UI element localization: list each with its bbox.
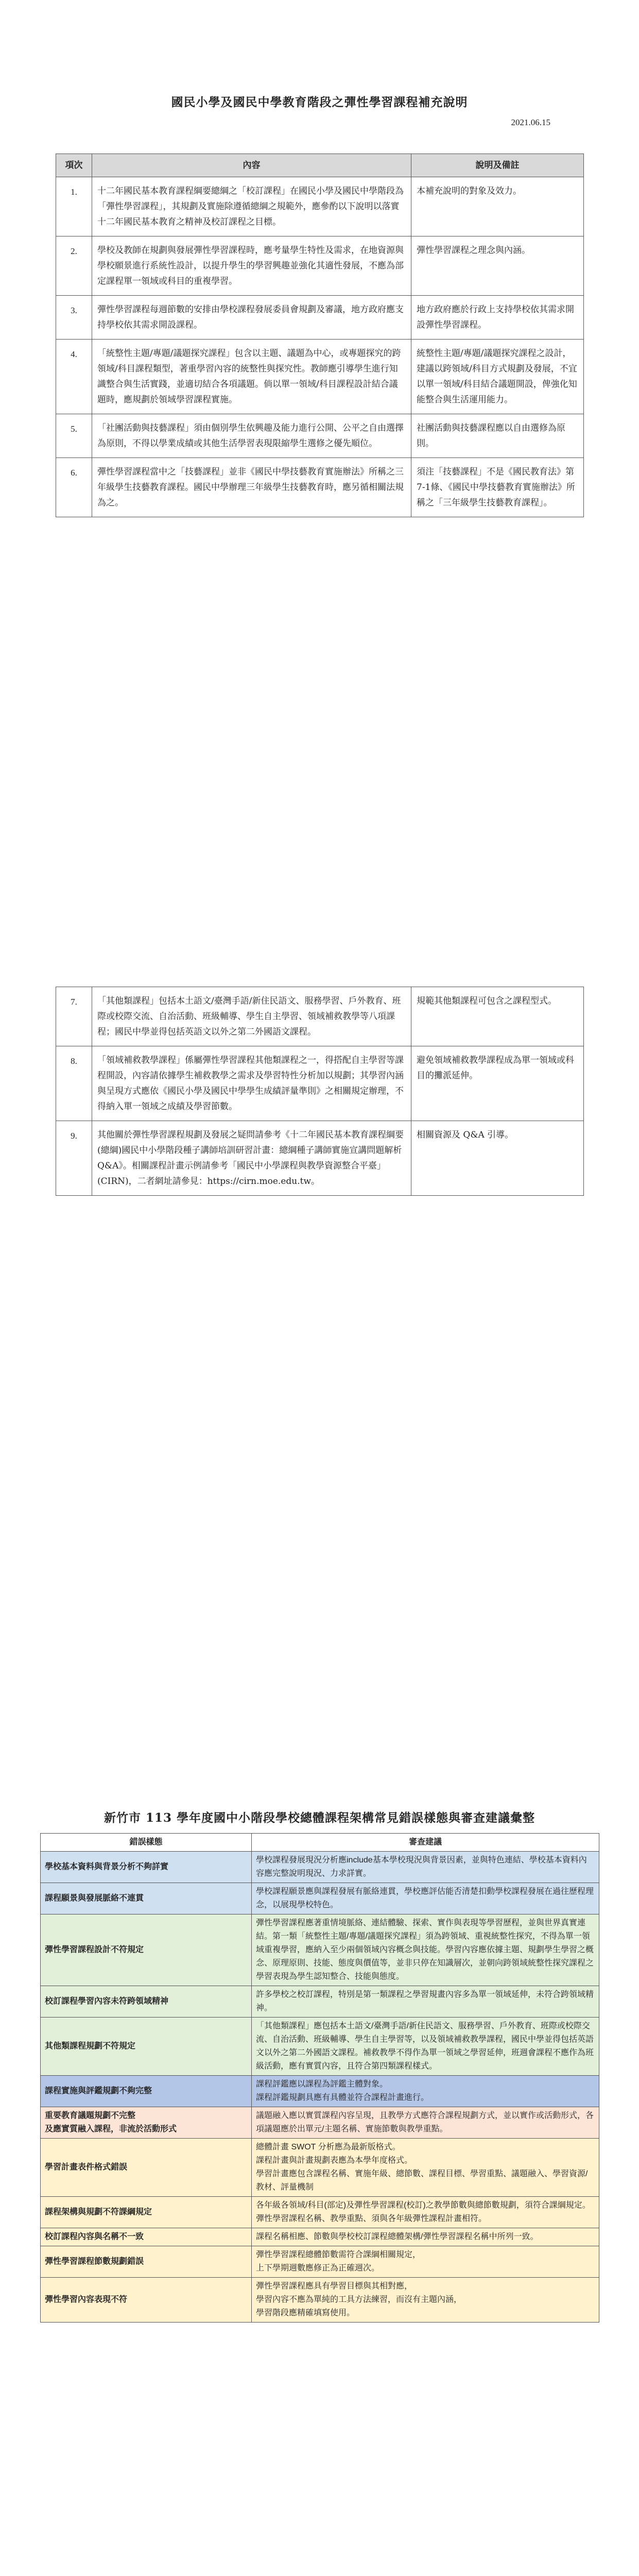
row-content: 「統整性主題/專題/議題探究課程」包含以主題、議題為中心，或專題探究的跨領域/科目課程類型，著重學習內容的統整性與探究性。教師應引導學生進行知識整合與生活實踐，並適切結合各項議題。倘以單一領域/科目課程設計結合議題時，應規劃於領域學習課程實施。 [92,340,411,414]
error-type: 校訂課程學習內容未符跨領域精神 [41,1986,252,2018]
error-type: 課程願景與發展脈絡不連貫 [41,1883,252,1914]
row-content: 「社團活動與技藝課程」須由個別學生依興趣及能力進行公開、公平之自由選擇為原則，不得以學業成績或其他生活學習表現限縮學生選修之優先順位。 [92,414,411,458]
review-advice: 議題融入應以實質課程內容呈現，且教學方式應符合課程規劃方式，並以實作或活動形式，各項議題應於出單元/主題名稱、實施節數與教學重點。 [252,2107,599,2139]
header-error-type: 錯誤樣態 [41,1834,252,1852]
header-remark: 說明及備註 [411,154,584,177]
page-2 [0,904,639,1808]
row-remark: 地方政府應於行政上支持學校依其需求開設彈性學習課程。 [411,296,584,340]
error-type: 課程實施與評鑑規劃不夠完整 [41,2076,252,2107]
page-1 [0,0,639,904]
review-advice: 許多學校之校訂課程，特別是第一類課程之學習規畫內容多為單一領域延伸，未符合跨領域精神。 [252,1986,599,2018]
table-row [56,458,584,517]
review-advice: 彈性學習課程總體節數需符合課綱相關規定， 上下學期週數應修正為正確週次。 [252,2246,599,2278]
review-advice: 學校課程願景應與課程發展有脈絡連貫，學校應評估能否清楚扣動學校課程發展在過往歷程理念，以展現學校特色。 [252,1883,599,1914]
header-content: 內容 [92,154,411,177]
row-content: 學校及教師在規劃與發展彈性學習課程時，應考量學生特性及需求，在地資源與學校願景進行系統性設計，以提升學生的學習興趣並強化其適性發展，不應為部定課程單一領域或科目的重複學習。 [92,236,411,296]
table-row [56,340,584,414]
review-row [41,1852,599,1883]
document-title: 國民小學及國民中學教育階段之彈性學習課程補充說明 [171,95,468,109]
error-type: 學習計畫表件格式錯誤 [41,2139,252,2197]
page-3 [0,1808,639,2576]
row-content: 彈性學習課程當中之「技藝課程」並非《國民中學技藝教育實施辦法》所稱之三年級學生技藝教育課程。國民中學辦理三年級學生技藝教育時，應另循相關法規為之。 [92,458,411,517]
error-type: 彈性學習內容表現不符 [41,2278,252,2323]
row-remark: 避免領域補救教學課程成為單一領域或科目的攤派延伸。 [411,1046,584,1121]
review-advice: 課程評鑑應以課程為評鑑主體對象。 課程評鑑規劃具應有具體並符合課程計畫進行。 [252,2076,599,2107]
row-remark: 彈性學習課程之理念與內涵。 [411,236,584,296]
row-number: 1. [56,177,92,236]
row-content: 其他關於彈性學習課程規劃及發展之疑問請參考《十二年國民基本教育課程綱要(總綱)國民中小學階段種子講師培訓研習計畫：總綱種子講師實施宣講問題解析 Q&A》。相關課程計畫示例請參考「國民中小學課程與教學資源整合平臺」(CIRN)，二者網址請參見：https://cirn.moe.edu.tw。 [92,1121,411,1196]
review-row [41,1914,599,1986]
review-advice: 課程名稱相應、節數與學校校訂課程總體架構/彈性學習課程名稱中所列一致。 [252,2228,599,2246]
table-row [56,177,584,236]
error-type: 重要教育議題規劃不完整 及應實質融入課程，非流於活動形式 [41,2107,252,2139]
review-header-row [41,1834,599,1852]
review-advice: 「其他類課程」應包括本土語文/臺灣手語/新住民語文、服務學習、戶外教育、班際或校際交流、自治活動、班級輔導、學生自主學習等，以及領域補救教學課程，國民中學並得包括英語文以外之第二外國語文課程。補救教學不得作為單一領域之學習延伸，班週會課程不應作為班級活動，應有實質內容，且符合第四類課程樣式。 [252,2018,599,2076]
review-row [41,1986,599,2018]
document-date: 2021.06.15 [511,117,550,127]
row-remark: 規範其他類課程可包含之課程型式。 [411,987,584,1046]
row-content: 「領域補救教學課程」係屬彈性學習課程其他類課程之一，得搭配自主學習等課程開設，內容請依據學生補救教學之需求及學習特性分析加以規劃；其學習內涵與呈現方式應依《國民小學及國民中學學生成績評量準則》之相關規定辦理，不得納入單一領域之成績及學習節數。 [92,1046,411,1121]
row-number: 6. [56,458,92,517]
row-content: 「其他類課程」包括本土語文/臺灣手語/新住民語文、服務學習、戶外教育、班際或校際交流、自治活動、班級輔導、學生自主學習、領域補救教學等八項課程；國民中學並得包括英語文以外之第二外國語文課程。 [92,987,411,1046]
row-remark: 相關資源及 Q&A 引導。 [411,1121,584,1196]
error-type: 課程架構與規劃不符課綱規定 [41,2197,252,2228]
review-advice: 彈性學習課程應著重情境脈絡、連結體驗、探索、實作與表現等學習歷程，並與世界真實連結。第一類「統整性主題/專題/議題探究課程」須為跨領域、重視統整性探究，不得為單一領域重複學習，應納入至少兩個領域內容概念與技能。學習內容應依據主題、規劃學生學習之概念、原理原則、技能、態度與價值等，並非只停在知識層次，並朝向跨領域統整性探究課程之學習表現為學生認知整合、技能與態度。 [252,1914,599,1986]
review-advice: 彈性學習課程應具有學習目標與其相對應， 學習內容不應為單純的工具方法練習，而沒有主題內涵， 學習階段應精確填寫使用。 [252,2278,599,2323]
row-remark: 須注「技藝課程」不是《國民教育法》第7-1條、《國民中學技藝教育實施辦法》所稱之「三年級學生技藝教育課程」。 [411,458,584,517]
review-row [41,2139,599,2197]
review-row [41,1883,599,1914]
notes-table-part-1 [56,154,584,517]
table-row [56,414,584,458]
row-content: 彈性學習課程每週節數的安排由學校課程發展委員會規劃及審議，地方政府應支持學校依其需求開設課程。 [92,296,411,340]
row-number: 4. [56,340,92,414]
error-type: 校訂課程內容與名稱不一致 [41,2228,252,2246]
review-row [41,2278,599,2323]
error-type: 其他類課程規劃不符規定 [41,2018,252,2076]
review-row [41,2107,599,2139]
row-number: 7. [56,987,92,1046]
review-advice: 學校課程發展現況分析應include基本學校現況與背景因素，並與特色連結、學校基本資料內容應完整說明現況、力求詳實。 [252,1852,599,1883]
review-advice: 總體計畫 SWOT 分析應為最新版格式。 課程計畫與計畫規劃表應為本學年度格式。 學習計畫應包含課程名稱、實施年級、總節數、課程目標、學習重點、議題融入、學習資源/教材、評量機制 [252,2139,599,2197]
table-row [56,296,584,340]
notes-table-part-2 [56,987,584,1196]
row-remark: 本補充說明的對象及效力。 [411,177,584,236]
review-title: 新竹市 113 學年度國中小階段學校總體課程架構常見錯誤樣態與審查建議彙整 [103,1811,536,1825]
review-table [40,1833,599,2323]
table-row [56,1121,584,1196]
notes-header-row [56,154,584,177]
row-remark: 社團活動與技藝課程應以自由選修為原則。 [411,414,584,458]
review-row [41,2076,599,2107]
row-number: 5. [56,414,92,458]
table-row [56,987,584,1046]
error-type: 彈性學習課程節數規劃錯誤 [41,2246,252,2278]
row-remark: 統整性主題/專題/議題探究課程之設計，建議以跨領域/科目方式規劃及發展，不宜以單一領域/科目結合議題開設，俾強化知能整合與生活運用能力。 [411,340,584,414]
review-row [41,2018,599,2076]
error-type: 學校基本資料與背景分析不夠詳實 [41,1852,252,1883]
row-number: 3. [56,296,92,340]
table-row [56,236,584,296]
review-advice: 各年級各領域/科目(部定)及彈性學習課程(校訂)之教學節數與總節數規劃，須符合課綱規定。彈性學習課程名稱、教學重點、須與各年級彈性課程計畫相符。 [252,2197,599,2228]
row-number: 2. [56,236,92,296]
row-number: 8. [56,1046,92,1121]
row-number: 9. [56,1121,92,1196]
review-row [41,2197,599,2228]
header-advice: 審查建議 [252,1834,599,1852]
row-content: 十二年國民基本教育課程綱要總綱之「校訂課程」在國民小學及國民中學階段為「彈性學習課程」，其規劃及實施除遵循總綱之規範外，應參酌以下說明以落實十二年國民基本教育之精神及校訂課程之目標。 [92,177,411,236]
table-row [56,1046,584,1121]
review-row [41,2246,599,2278]
header-item-no: 項次 [56,154,92,177]
error-type: 彈性學習課程設計不符規定 [41,1914,252,1986]
review-row [41,2228,599,2246]
